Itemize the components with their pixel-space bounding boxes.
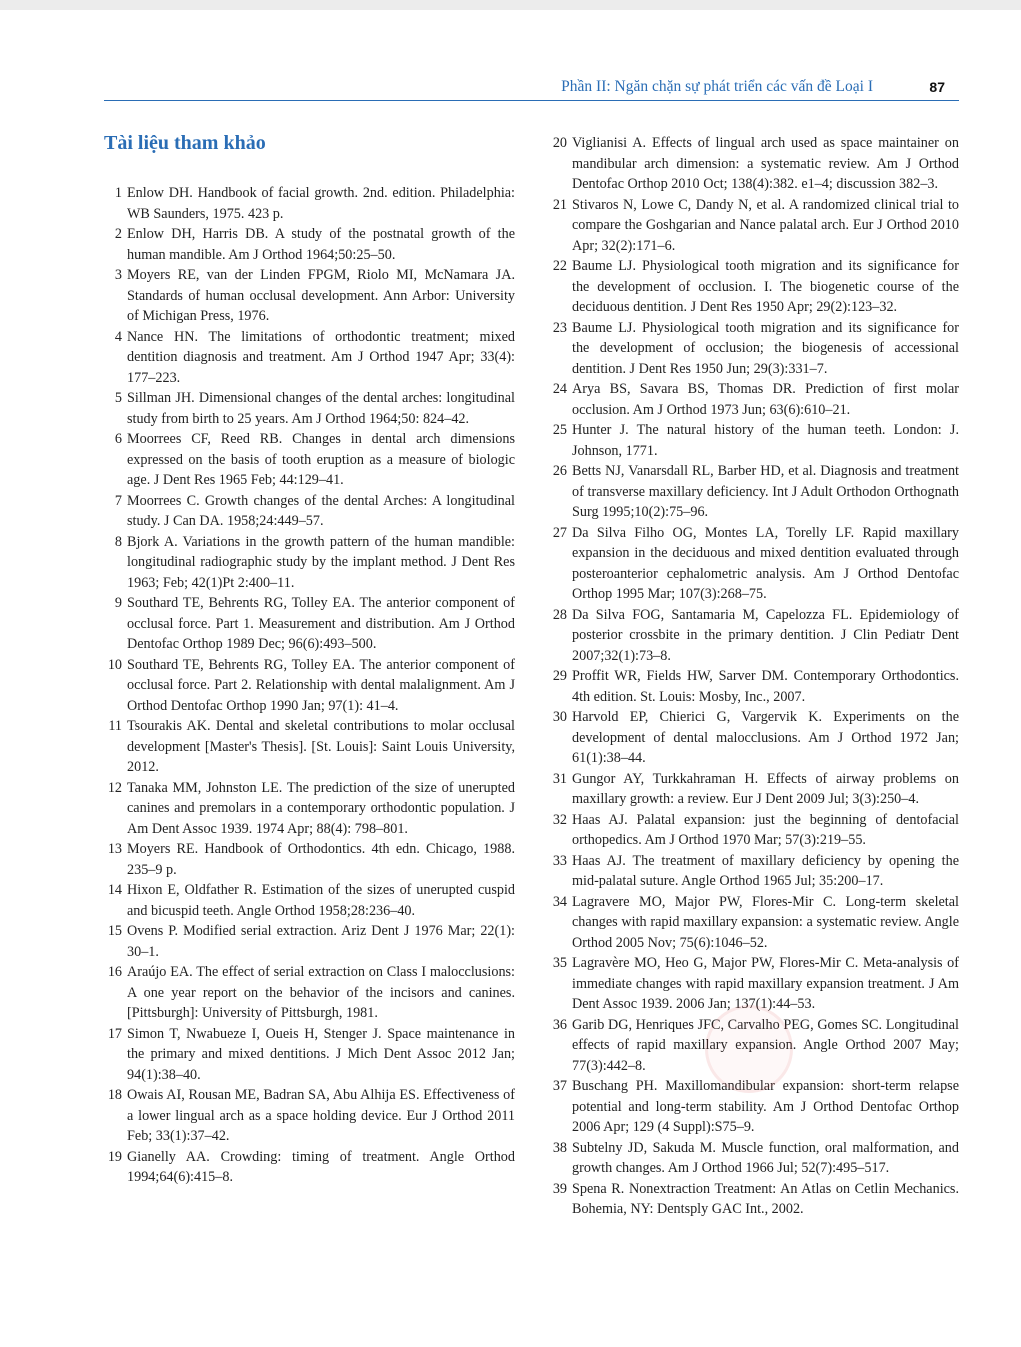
reference-number: 31: [552, 770, 567, 787]
reference-text: Baume LJ. Physiological tooth migration and its significance for the development of occlusion; the biogenesis of accessional dentition. J Dent Res 1950 Jun; 29(3):331–7.: [572, 319, 959, 377]
reference-number: 20: [552, 135, 567, 151]
reference-text: Spena R. Nonextraction Treatment: An Atlas on Cetlin Mechanics. Bohemia, NY: Dentsply GAC Int., 2002.: [572, 1180, 959, 1217]
reference-text: Bjork A. Variations in the growth pattern of the human mandible: longitudinal radiographic study by the implant method. J Dent Res 1963; Feb; 42(1)Pt 2:400–11.: [127, 533, 515, 591]
reference-number: 35: [552, 955, 567, 971]
references-left-column: [104, 183, 515, 1188]
reference-text: Southard TE, Behrents RG, Tolley EA. The anterior component of occlusal force. Part 2. Relationship with dental malalignment. Am J Orthod Dentofac Orthop 1990 Jan; 97(1): 41–4.: [127, 656, 515, 714]
reference-text: Gianelly AA. Crowding: timing of treatment. Angle Orthod 1994;64(6):415–8.: [127, 1148, 515, 1185]
reference-number: 27: [552, 524, 567, 541]
reference-item: [549, 195, 959, 257]
reference-item: [104, 265, 515, 327]
chapter-title: Phần II: Ngăn chặn sự phát triển các vấn đề Loại I: [561, 78, 873, 95]
reference-item: [104, 716, 515, 778]
reference-number: 11: [108, 718, 122, 734]
reference-number: 26: [552, 463, 567, 479]
reference-number: 10: [107, 656, 122, 673]
reference-number: 38: [552, 1139, 567, 1156]
reference-item: [104, 1147, 515, 1188]
reference-number: 24: [552, 381, 567, 397]
reference-item: [104, 429, 515, 491]
reference-number: 9: [114, 595, 122, 611]
reference-number: 16: [107, 964, 122, 980]
reference-text: Araújo EA. The effect of serial extraction on Class I malocclusions: A one year report on the behavior of the incisors and canines. [Pittsburgh]: University of Pittsburgh, 1981.: [127, 964, 515, 1021]
reference-number: 1: [114, 185, 122, 201]
reference-text: Proffit WR, Fields HW, Sarver DM. Contemporary Orthodontics. 4th edition. St. Louis: Mosby, Inc., 2007.: [572, 668, 959, 705]
reference-number: 33: [552, 852, 567, 869]
reference-number: 19: [107, 1148, 122, 1165]
reference-number: 21: [552, 196, 567, 213]
reference-item: [104, 183, 515, 224]
reference-number: 13: [107, 841, 122, 857]
reference-number: 39: [552, 1180, 567, 1197]
reference-item: [549, 1179, 959, 1220]
reference-number: 18: [107, 1087, 122, 1103]
reference-item: [549, 256, 959, 318]
reference-number: 4: [114, 328, 122, 345]
reference-number: 17: [107, 1025, 122, 1042]
reference-text: Subtelny JD, Sakuda M. Muscle function, oral malformation, and growth changes. Am J Orthod 1966 Jul; 52(7):495–517.: [572, 1139, 959, 1176]
reference-text: Simon T, Nwabueze I, Oueis H, Stenger J. Space maintenance in the primary and mixed dentitions. J Mich Dent Assoc 2012 Jan; 94(1):38–40.: [127, 1025, 515, 1083]
reference-item: [549, 605, 959, 667]
reference-text: Enlow DH, Harris DB. A study of the postnatal growth of the human mandible. Am J Orthod 1964;50:25–50.: [127, 226, 515, 263]
reference-text: Tanaka MM, Johnston LE. The prediction of the size of unerupted canines and premolars in a contemporary orthodontic population. J Am Dent Assoc 1939. 1974 Apr; 88(4): 798–801.: [127, 779, 515, 837]
reference-item: [104, 491, 515, 532]
reference-item: [549, 769, 959, 810]
reference-number: 14: [107, 882, 122, 898]
reference-text: Enlow DH. Handbook of facial growth. 2nd. edition. Philadelphia: WB Saunders, 1975. 423 p.: [127, 185, 515, 222]
reference-text: Hunter J. The natural history of the human teeth. London: J. Johnson, 1771.: [572, 422, 959, 459]
reference-number: 15: [107, 923, 122, 939]
reference-text: Tsourakis AK. Dental and skeletal contributions to molar occlusal development [Master's Thesis]. [St. Louis]: Saint Louis University, 2012.: [127, 718, 515, 775]
reference-number: 34: [552, 893, 567, 910]
reference-number: 36: [552, 1016, 567, 1033]
reference-text: Arya BS, Savara BS, Thomas DR. Prediction of first molar occlusion. Am J Orthod 1973 Jun; 63(6):610–21.: [572, 381, 959, 418]
reference-item: [104, 327, 515, 389]
reference-text: Moyers RE, van der Linden FPGM, Riolo MI, McNamara JA. Standards of human occlusal development. Ann Arbor: University of Michigan Press, 1976.: [127, 267, 515, 324]
reference-item: [104, 593, 515, 655]
reference-item: [104, 839, 515, 880]
top-bar: [0, 0, 1021, 10]
reference-text: Betts NJ, Vanarsdall RL, Barber HD, et al. Diagnosis and treatment of transverse maxillary deficiency. Int J Adult Orthodon Orthognath Surg 1995;10(2):75–96.: [572, 463, 959, 520]
reference-text: Lagravère MO, Heo G, Major PW, Flores-Mir C. Meta-analysis of immediate changes with rapid maxillary expansion treatment. J Am Dent Assoc 1939. 2006 Jan; 137(1):44–53.: [572, 955, 959, 1012]
reference-item: [549, 133, 959, 195]
reference-text: Moorrees CF, Reed RB. Changes in dental arch dimensions expressed on the basis of tooth eruption as a measure of biologic age. J Dent Res 1965 Feb; 44:129–41.: [127, 431, 515, 488]
reference-item: [549, 666, 959, 707]
reference-number: 6: [114, 431, 122, 447]
reference-text: Buschang PH. Maxillomandibular expansion: short-term relapse potential and long-term stability. Am J Orthod Dentofac Orthop 2006 Apr; 129 (4 Suppl):S75–9.: [572, 1078, 959, 1135]
reference-text: Moyers RE. Handbook of Orthodontics. 4th edn. Chicago, 1988. 235–9 p.: [127, 841, 515, 878]
reference-text: Viglianisi A. Effects of lingual arch used as space maintainer on mandibular arch dimension: a systematic review. Am J Orthod Dentofac Orthop 2010 Oct; 138(4):382. e1–4; discussion 382–3.: [572, 135, 959, 192]
reference-text: Southard TE, Behrents RG, Tolley EA. The anterior component of occlusal force. Part 1. Measurement and distribution. Am J Orthod Dentofac Orthop 1989 Dec; 96(6):493–500.: [127, 595, 515, 652]
reference-text: Haas AJ. Palatal expansion: just the beginning of dentofacial orthopedics. Am J Orthod 1970 Mar; 57(3):219–55.: [572, 811, 959, 848]
reference-text: Harvold EP, Chierici G, Vargervik K. Experiments on the development of dental malocclusions. Am J Orthod 1972 Jan; 61(1):38–44.: [572, 709, 959, 766]
reference-number: 7: [114, 492, 122, 509]
reference-number: 37: [552, 1078, 567, 1094]
reference-number: 30: [552, 709, 567, 725]
reference-item: [104, 1024, 515, 1086]
reference-item: [104, 388, 515, 429]
reference-text: Moorrees C. Growth changes of the dental Arches: A longitudinal study. J Can DA. 1958;24:449–57.: [127, 492, 515, 529]
reference-item: [549, 1138, 959, 1179]
reference-number: 2: [114, 226, 122, 242]
reference-number: 32: [552, 811, 567, 828]
reference-text: Da Silva FOG, Santamaria M, Capelozza FL. Epidemiology of posterior crossbite in the primary dentition. J Clin Pediatr Dent 2007;32(1):73–8.: [572, 606, 959, 664]
reference-text: Lagravere MO, Major PW, Flores-Mir C. Long-term skeletal changes with rapid maxillary expansion: a systematic review. Angle Orthod 2005 Nov; 75(6):1046–52.: [572, 893, 959, 951]
reference-item: [104, 778, 515, 840]
reference-text: Hixon E, Oldfather R. Estimation of the sizes of unerupted cuspid and bicuspid teeth. Angle Orthod 1958;28:236–40.: [127, 882, 515, 919]
reference-text: Stivaros N, Lowe C, Dandy N, et al. A randomized clinical trial to compare the Goshgarian and Nance palatal arch. Eur J Orthod 2010 Apr; 32(2):171–6.: [572, 196, 959, 254]
reference-text: Gungor AY, Turkkahraman H. Effects of airway problems on maxillary growth: a review. Eur J Dent 2009 Jul; 3(3):250–4.: [572, 770, 959, 807]
reference-item: [549, 318, 959, 380]
reference-text: Owais AI, Rousan ME, Badran SA, Abu Alhija ES. Effectiveness of a lower lingual arch as a space holding device. Eur J Orthod 2011 Feb; 33(1):37–42.: [127, 1087, 515, 1144]
reference-text: Haas AJ. The treatment of maxillary deficiency by opening the mid-palatal suture. Angle Orthod 1965 Jul; 35:200–17.: [572, 852, 959, 889]
reference-item: [549, 707, 959, 769]
reference-item: [104, 224, 515, 265]
reference-text: Sillman JH. Dimensional changes of the dental arches: longitudinal study from birth to 25 years. Am J Orthod 1964;50: 824–42.: [127, 390, 515, 427]
reference-item: [104, 880, 515, 921]
reference-number: 28: [552, 606, 567, 623]
reference-number: 25: [552, 422, 567, 438]
reference-text: Nance HN. The limitations of orthodontic treatment; mixed dentition diagnosis and treatment. Am J Orthod 1947 Apr; 33(4): 177–223.: [127, 328, 515, 386]
reference-number: 29: [552, 668, 567, 684]
reference-item: [104, 532, 515, 594]
reference-text: Da Silva Filho OG, Montes LA, Torelly LF. Rapid maxillary expansion in the deciduous and mixed dentition evaluated through posteroanterior cephalometric analysis. Am J Orthod Dentofac Orthop 1995 Mar; 107(3):268–75.: [572, 524, 959, 602]
reference-item: [549, 523, 959, 605]
reference-number: 8: [114, 533, 122, 550]
reference-item: [549, 892, 959, 954]
reference-item: [549, 420, 959, 461]
reference-item: [549, 810, 959, 851]
reference-number: 12: [107, 779, 122, 796]
reference-item: [104, 1085, 515, 1147]
reference-number: 23: [552, 319, 567, 336]
reference-item: [104, 921, 515, 962]
reference-item: [104, 655, 515, 717]
watermark-seal: [705, 1005, 793, 1093]
reference-text: Ovens P. Modified serial extraction. Ariz Dent J 1976 Mar; 22(1): 30–1.: [127, 923, 515, 960]
section-title: Tài liệu tham khảo: [104, 132, 266, 154]
page-number: 87: [929, 79, 945, 95]
reference-item: [549, 379, 959, 420]
reference-number: 22: [552, 258, 567, 274]
reference-item: [104, 962, 515, 1024]
reference-number: 5: [114, 390, 122, 406]
reference-number: 3: [114, 267, 122, 283]
reference-item: [549, 851, 959, 892]
reference-text: Baume LJ. Physiological tooth migration and its significance for the development of occlusion. I. The biogenetic course of the deciduous dentition. J Dent Res 1950 Apr; 29(2):123–32.: [572, 258, 959, 315]
page-header: [104, 76, 959, 101]
reference-item: [549, 461, 959, 523]
reference-text: Garib DG, Henriques JFC, Carvalho PEG, Gomes SC. Longitudinal effects of rapid maxillary expansion. Angle Orthod 2007 May; 77(3):442–8.: [572, 1016, 959, 1074]
